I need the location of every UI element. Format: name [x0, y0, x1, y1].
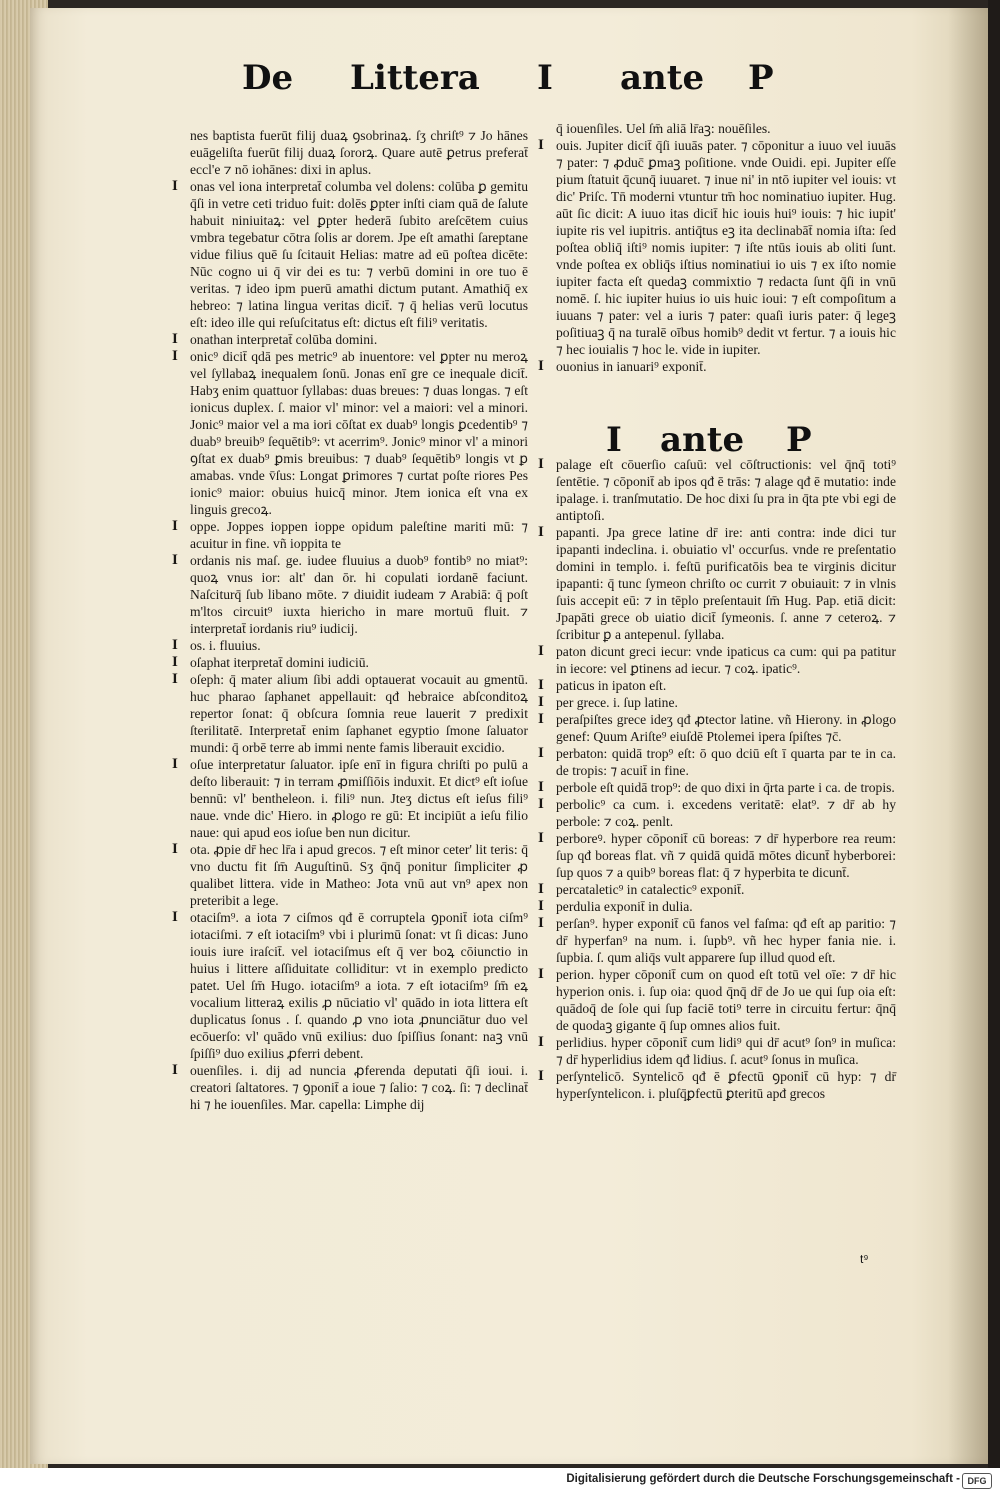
dictionary-entry: [538, 745, 896, 779]
left-column: [172, 127, 528, 1113]
entry-text: onic⁹ dicit̄ qdā pes metric⁹ ab inuentore: vel ꝑpter nu meroꝝ vel ſyllabaꝝ inequalem ſonū. Jonas enī gre ce inequale dicit̄. Habʒ enim quattuor ſyllabas: duas breues: ⁊ duas longas. ⁊ eſt ionicus duplex. ſ. maior vl' minor: vel a maiori: vel a minori. Jonic⁹ maior vel a ma iori cōſtat ex duab⁹ longis ꝑcedentib⁹ ⁊ duab⁹ breuib⁹ ſequētib⁹: vt acerrim⁹. Jonic⁹ minor vl' a minori ꝯſtat ex duab⁹ ꝑmis breuibus: ⁊ duab⁹ ſequētib⁹ longis vt ꝑ amabas. vnde v̄ſus: Longat ꝑrimores ⁊ curtat poſte riores Pes ionic⁹ maior: obuius huicq̄ minor. Jtem ionica eſt vna ex linguis grecoꝝ.: [190, 349, 528, 517]
entry-text: os. i. fluuius.: [190, 638, 261, 653]
entry-text: perbolic⁹ ca cum. i. excedens veritatē: elat⁹. ⁊ dr̄ ab hy perbole: ⁊ coꝝ. penlt.: [556, 797, 896, 829]
entry-initial: I: [538, 898, 544, 914]
entry-text: perbaton: quidā trop⁹ eſt: ō quo dciū eſt ī quarta par te in ca. de tropis: ⁊ acuit̄ in fine.: [556, 746, 896, 778]
dictionary-entry: [538, 966, 896, 1034]
entry-text: palage eſt cōuerſio caſuū: vel cōſtructionis: vel q̄nq̄ toti⁹ ſentētie. ⁊ cōponit̄ ab ipos qđ ē trās: ⁊ alage qđ ē mutatio: inde ipalage. i. tranſmutatio. De hoc dixi ſu pra in q̄ta pte vbi egi de antiptoſi.: [556, 457, 896, 523]
dictionary-entry: [172, 178, 528, 331]
entry-text: peraſpiſtes grece ideʒ qđ ꝓtector latine. vñ Hierony. in ꝓlogo genef: Quum Ariſte⁹ eiuſdē Ptolemei ipera ſpiſtes ⁊c̄.: [556, 712, 896, 744]
entry-initial: I: [172, 1062, 178, 1078]
dictionary-entry: [172, 756, 528, 841]
dictionary-entry: [538, 898, 896, 915]
entry-text: percataletic⁹ in catalectic⁹ exponit̄.: [556, 882, 745, 897]
entry-initial: I: [538, 915, 544, 931]
gutter-shadow: [948, 8, 988, 1464]
right-column-top: [538, 120, 896, 375]
scan-right-edge: [988, 0, 1000, 1468]
entry-initial: I: [538, 796, 544, 812]
header-word: ante: [620, 58, 705, 98]
dictionary-entry: [172, 331, 528, 348]
dictionary-entry: [538, 643, 896, 677]
dictionary-entry: [538, 456, 896, 524]
entry-initial: I: [172, 637, 178, 653]
dfg-logo-icon: DFG: [962, 1473, 992, 1489]
column-intro: q̄ iouenſiles. Uel ſm̄ aliā lr̄aꝫ: nouēſiles.: [556, 121, 771, 136]
dictionary-entry: [172, 841, 528, 909]
entry-text: perſyntelicō. Syntelicō qđ ē ꝑfectū ꝯponit̄ cū hyp: ⁊ dr̄ hyperſyntelicon. i. pluſq̄ꝑfectū ꝑteritū apđ grecos: [556, 1069, 896, 1101]
entry-initial: I: [538, 137, 544, 153]
entry-initial: I: [538, 643, 544, 659]
entry-initial: I: [538, 830, 544, 846]
dictionary-entry: [172, 637, 528, 654]
entry-initial: I: [172, 671, 178, 687]
section-heading-word: P: [786, 420, 812, 460]
running-header: [200, 58, 800, 108]
section-heading-word: ante: [660, 420, 745, 460]
dictionary-entry: [172, 654, 528, 671]
right-column-bottom: [538, 456, 896, 1102]
entry-text: perion. hyper cōponit̄ cum on quod eſt totū vel oīe: ⁊ dr̄ hic hyperion onis. i. ſup oia: quod q̄nq̄ dr̄ de Jo ue qui ſup oia eſt: quādoq̄ de ſole qui ſup faciē toti⁹ terre in circuitu fertur: q̄nq̄ de quodaꝫ gigante q̄ ſup omnes alios fuit.: [556, 967, 896, 1033]
entry-text: onathan interpretat̄ colūba domini.: [190, 332, 378, 347]
entry-initial: I: [538, 677, 544, 693]
dictionary-entry: [172, 552, 528, 637]
footer-credit: Digitalisierung gefördert durch die Deutsche Forschungsgemeinschaft -: [566, 1473, 960, 1485]
entry-initial: I: [172, 756, 178, 772]
entry-initial: I: [538, 1068, 544, 1084]
entry-initial: I: [538, 1034, 544, 1050]
dictionary-entry: [538, 524, 896, 643]
entry-initial: I: [172, 331, 178, 347]
header-word: I: [537, 58, 553, 98]
entry-initial: I: [538, 524, 544, 540]
footer-bar: [0, 1468, 1000, 1493]
entry-text: paticus in ipaton eſt.: [556, 678, 667, 693]
dictionary-entry: [538, 1068, 896, 1102]
entry-text: perlidius. hyper cōponit̄ cum lidi⁹ qui dr̄ acut⁹ ſon⁹ in muſica: ⁊ dr̄ hyperlidius idem qđ lidius. ſ. acut⁹ ſonus in muſica.: [556, 1035, 896, 1067]
entry-initial: I: [172, 909, 178, 925]
header-word: Littera: [350, 58, 480, 98]
entry-initial: I: [538, 358, 544, 374]
entry-text: perbole eſt quidā trop⁹: de quo dixi in q̄rta parte i ca. de tropis.: [556, 780, 895, 795]
entry-initial: I: [172, 552, 178, 568]
dictionary-entry: [538, 694, 896, 711]
entry-text: perſan⁹. hyper exponit̄ cū fanos vel faſma: qđ eſt ap paritio: ⁊ dr̄ hyperfan⁹ na num. i. ſupb⁹. vñ hec hyper fania nie. i. ſupbia. ſ. qum aliq̄s vult apparere ſup illud quod eſt.: [556, 916, 896, 965]
dictionary-entry: [538, 358, 896, 375]
entry-text: otaciſm⁹. a iota ⁊ ciſmos qđ ē corruptela ꝯponit̄ iota ciſm⁹ iotaciſmi. ⁊ eſt iotaciſm⁹ vbi i plurimū ſonat: vt ſi dicas: Juno iouis iure iraſcit̄. vel iotaciſmus eſt q̄ ver boꝝ cōiunctio in huius i littere aſſiduitate colliditur: vt in exemplo predicto patet. Uel ſm̄ Hugo. iotaciſm⁹ a iota. ⁊ eſt iotaciſm⁹ ſm̄ eꝝ vocalium litteraꝝ exilis ꝓ nūciatio vl' quādo in iota littera eſt duplicatus ſonus . ſ. quando ꝓ vno iota ꝓnunciātur duo vel ecōuerſo: vl' quādo vnū exilius: duo ſpiſſius ſonant: naꝫ vnū ſpiſſi⁹ duo exilius ꝓferri debent.: [190, 910, 528, 1061]
dictionary-entry: [538, 711, 896, 745]
entry-text: oſue interpretatur ſaluator. ipſe enī in figura chriſti po pulū a deſto liberauit: ⁊ in terram ꝓmiſſiōis induxit. Et dict⁹ eſt ioſue bennū: vl' bentheleon. i. fili⁹ nun. Jteʒ dictus eſt ieſus fili⁹ naue. vnde dic' Hiero. in ꝓlogo re gū: Et incipiūt a ieſu filio naue: qui apud eos ioſue ben nun dicitur.: [190, 757, 528, 840]
entry-text: ouonius in ianuari⁹ exponit̄.: [556, 359, 707, 374]
dictionary-entry: [172, 1062, 528, 1113]
header-word: P: [748, 58, 774, 98]
entry-text: per grece. i. ſup latine.: [556, 695, 678, 710]
entry-initial: I: [538, 745, 544, 761]
entry-initial: I: [538, 881, 544, 897]
entry-initial: I: [172, 841, 178, 857]
dictionary-entry: [538, 779, 896, 796]
entry-text: perdulia exponit̄ in dulia.: [556, 899, 693, 914]
entry-text: paton dicunt greci iecur: vnde ipaticus ca cum: qui pa patitur in iecore: vel ꝑtinens ad iecur. ⁊ coꝝ. ipatic⁹.: [556, 644, 896, 676]
dictionary-entry: [538, 137, 896, 358]
entry-initial: I: [172, 348, 178, 364]
entry-initial: I: [538, 779, 544, 795]
entry-initial: I: [538, 966, 544, 982]
entry-initial: I: [172, 518, 178, 534]
entry-text: oſeph: q̄ mater alium ſibi addi optauerat vocauit au gmentū. huc pharao ſaphanet appellauit: qđ hebraice abſconditoꝝ repertor ſonat: q̄ obſcura ſomnia reue lauerit ⁊ predixit ſterilitatē. Interpretat̄ enim ſaphanet egyptio ſmone ſaluator mundi: q̄ orbē terre ab immi nente famis liberauit excidio.: [190, 672, 528, 755]
entry-initial: I: [172, 178, 178, 194]
dictionary-entry: [538, 915, 896, 966]
dictionary-entry: [538, 1034, 896, 1068]
entry-text: oppe. Joppes ioppen ioppe opidum paleſtine mariti mū: ⁊ acuitur in fine. vñ ioppita te: [190, 519, 528, 551]
catchword: t⁹: [860, 1252, 869, 1266]
entry-initial: I: [538, 456, 544, 472]
entry-text: papanti. Jpa grece latine dr̄ ire: anti contra: inde dici tur ipapanti indeclina. i. obuiatio vl' occurſus. vnde re preſentatio domini in templo. i. feſtū purificatōis bea te virginis dicitur ipapanti: q̄ tunc ſymeon chriſto oc currit ⁊ obuiauit: ⁊ in vlnis ſuis accepit eū: ⁊ in tēplo preſentauit ſm̄ Hug. Pap. etiā dicit: Jpapāti grece ob uiatio dicit̄ ſymeonis. ſ. anne ⁊ ceteroꝝ. ⁊ ſcribitur ꝑ a antepenul. ſyllaba.: [556, 525, 896, 642]
entry-initial: I: [538, 711, 544, 727]
dictionary-entry: [538, 677, 896, 694]
entry-text: onas vel iona interpretat̄ columba vel dolens: colūba ꝑ gemitu q̄ſi in vetre ceti triduo fuit: dolēs ꝑpter inſti ciam quā de ſalute habuit niniuitaꝝ: vel ꝑpter hederā ſubito areſcētem cuius vmbra tegebatur cōtra ſolis ar dorem. Jpe eſt amathi ſareptane vidue filius quē ſu ſcitauit Helias: matre ad eū poſtea dicēte: Nūc cogno ui q̄ vir dei es tu: ⁊ verbū domini in ore tuo ē veritas. ⁊ ideo ipm puerū amathi dictum putant. Amathiq̄ ex hebreo: ⁊ latina lingua veritas dicit̄. ⁊ q̄ helias verū locutus eſt: ideo ille qui reſuſcitatus eſt: dictus eſt fili⁹ veritatis.: [190, 179, 528, 330]
dictionary-entry: [538, 796, 896, 830]
header-word: De: [242, 58, 294, 98]
entry-text: ordanis nis maſ. ge. iudee fluuius a duob⁹ fontib⁹ no miat⁹: quoꝝ vnus ior: alt' dan ōr. hi copulati iordanē faciunt. Naſciturq̄ ſub libano mōte. ⁊ diuidit iudeam ⁊ Arabiā: q̄ poſt m'ltos circuit⁹ iuxta hiericho in mare mortuū fluit. ⁊ interpretat̄ iordanis riu⁹ iudicij.: [190, 553, 528, 636]
entry-text: oſaphat iterpretat̄ domini iudiciū.: [190, 655, 369, 670]
dictionary-entry: [172, 518, 528, 552]
column-intro: nes baptista fuerūt filij duaꝝ ꝯsobrinaꝝ. ſʒ chriſt⁹ ⁊ Jo hānes euāgeliſta fuerūt filij duaꝝ ſororꝝ. Quare autē ꝑetrus preferat̄ eccl'e ⁊ nō iohānes: dixi in aplus.: [190, 128, 528, 177]
entry-initial: I: [172, 654, 178, 670]
entry-text: ouis. Jupiter dicit̄ q̄ſi iuuās pater. ⁊ cōponitur a iuuo vel iuuās ⁊ pater: ⁊ ꝓduc̄ ꝑmaꝫ poſitione. vnde Ouidi. epi. Jupiter eſſe pium ſtatuit q̄cunq̄ iuuaret. ⁊ inue ni' in ntō iupiter vel iouis: vt dic' Priſc. Tn̄ moderni vtuntur tm̄ hoc nominatiuo iupiter. Hug. aūt ſic dicit: A iuuo itas dicit̄ hic iouis hui⁹ iouis: ⁊ hic iupit' iupite ris vel iupitris. antiq̄tus eꝫ ita declinabāt̄ nomia iſta: ſed poſtea obliq̄ iſti⁹ nomis iupiter: ⁊ iſte ntūs iouis ab oliti ſunt. vnde poſtea ex obliq̄s iſtius nominatiui io uis ⁊ ex iſto nomie iupiter facta eſt quedaꝫ commixtio ⁊ redacta ſunt q̄ſi in vnū nomē. ſ. hic iupiter huius io uis huic ioui: ⁊ eſt compoſitum a iuuans ⁊ pater: vel a iuris ⁊ pater: quaſi iuris pater: q̄ legeꝫ poſitiuaꝫ q̄ na turalē oībus homib⁹ dedit vt fertur. ⁊ a iouis hic ⁊ hec iouialis ⁊ hoc le. vide in iupiter.: [556, 138, 896, 357]
dictionary-entry: [172, 348, 528, 518]
entry-initial: I: [538, 694, 544, 710]
entry-text: ota. ꝓpie dr̄ hec lr̄a i apud grecos. ⁊ eſt minor ceter' lit teris: q̄ vno ductu fit ſm̄ Auguſtinū. Sʒ q̄nq̄ ponitur ſimpliciter ꝓ qualibet littera. vide in Matheo: Jota vnū aut vn⁹ apex non preteribit a lege.: [190, 842, 528, 908]
section-heading-word: I: [606, 420, 622, 460]
entry-text: perboreꝰ. hyper cōponit̄ cū boreas: ⁊ dr̄ hyperbore rea reum: ſup qđ boreas flat. vñ ⁊ quidā quidā mōtes dicunt̄ hyberborei: ſup quos ⁊ a quib⁹ boreas flat: q̄ ⁊ hyperbita te dicunt̄.: [556, 831, 896, 880]
dictionary-entry: [538, 881, 896, 898]
dictionary-entry: [538, 830, 896, 881]
entry-text: ouenſiles. i. dij ad nuncia ꝓferenda deputati q̄ſi ioui. i. creatori ſaltatores. ⁊ ꝯponit̄ a ioue ⁊ ſalio: ⁊ coꝝ. ſi: ⁊ declinat̄ hi ⁊ he iouenſiles. Mar. capella: Limphe dij: [190, 1063, 528, 1112]
dictionary-entry: [172, 909, 528, 1062]
dictionary-entry: [172, 671, 528, 756]
